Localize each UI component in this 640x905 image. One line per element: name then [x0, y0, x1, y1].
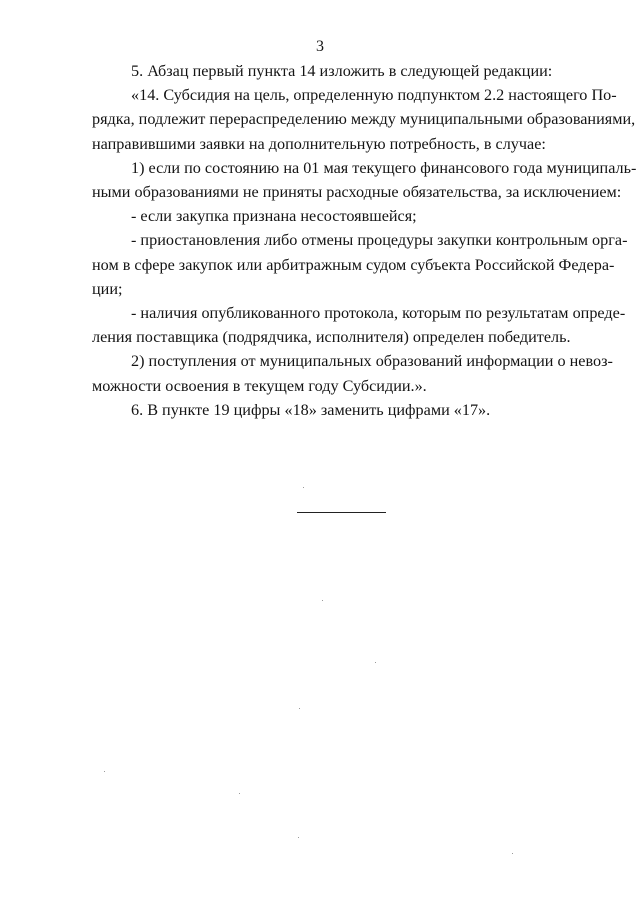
text-line: ции;	[92, 279, 123, 298]
paragraph-case-2	[92, 349, 613, 397]
text-line: 1) если по состоянию на 01 мая текущего финансового года муниципаль-	[131, 158, 637, 177]
paragraph-item-5-text: 5. Абзац первый пункта 14 изложить в следующей редакции:	[131, 62, 553, 80]
paragraph-exception-3	[92, 301, 626, 349]
scan-speck	[299, 708, 300, 709]
paragraph-point-14	[92, 83, 636, 156]
text-line: 2) поступления от муниципальных образований информации о невоз-	[131, 352, 613, 371]
closing-separator-line	[297, 512, 386, 513]
scan-speck	[512, 853, 513, 854]
text-line: ном в сфере закупок или арбитражным судом субъекта Российской Федера-	[92, 255, 615, 274]
text-line: «14. Субсидия на цель, определенную подпунктом 2.2 настоящего По-	[131, 86, 617, 105]
text-line: ными образованиями не приняты расходные обязательства, за исключением:	[92, 183, 622, 202]
paragraph-item-6	[92, 398, 593, 422]
text-line: ления поставщика (подрядчика, исполнителя) определен победитель.	[92, 328, 571, 347]
text-line: - если закупка признана несостоявшейся;	[131, 207, 417, 226]
paragraph-exception-2	[92, 228, 628, 301]
text-line: можности освоения в текущем году Субсидии.».	[92, 376, 427, 395]
page-number: 3	[316, 38, 324, 55]
scan-speck	[298, 837, 299, 838]
text-line: - приостановления либо отмены процедуры закупки контрольным орга-	[131, 231, 628, 250]
text-line: рядка, подлежит перераспределению между муниципальными образованиями,	[92, 110, 636, 129]
paragraph-exception-1	[92, 204, 593, 228]
scan-speck	[375, 662, 376, 663]
scan-speck	[104, 771, 105, 772]
paragraph-item-6-text: 6. В пункте 19 цифры «18» заменить цифрами «17».	[131, 400, 491, 419]
document-body	[92, 59, 637, 422]
text-line: направившими заявки на дополнительную потребность, в случае:	[92, 134, 546, 153]
paragraph-case-1	[92, 156, 637, 204]
text-line: - наличия опубликованного протокола, которым по результатам опреде-	[131, 304, 626, 323]
scan-speck	[322, 600, 323, 601]
paragraph-item-5	[92, 59, 593, 83]
scan-speck	[239, 793, 240, 794]
scan-speck	[303, 487, 304, 488]
